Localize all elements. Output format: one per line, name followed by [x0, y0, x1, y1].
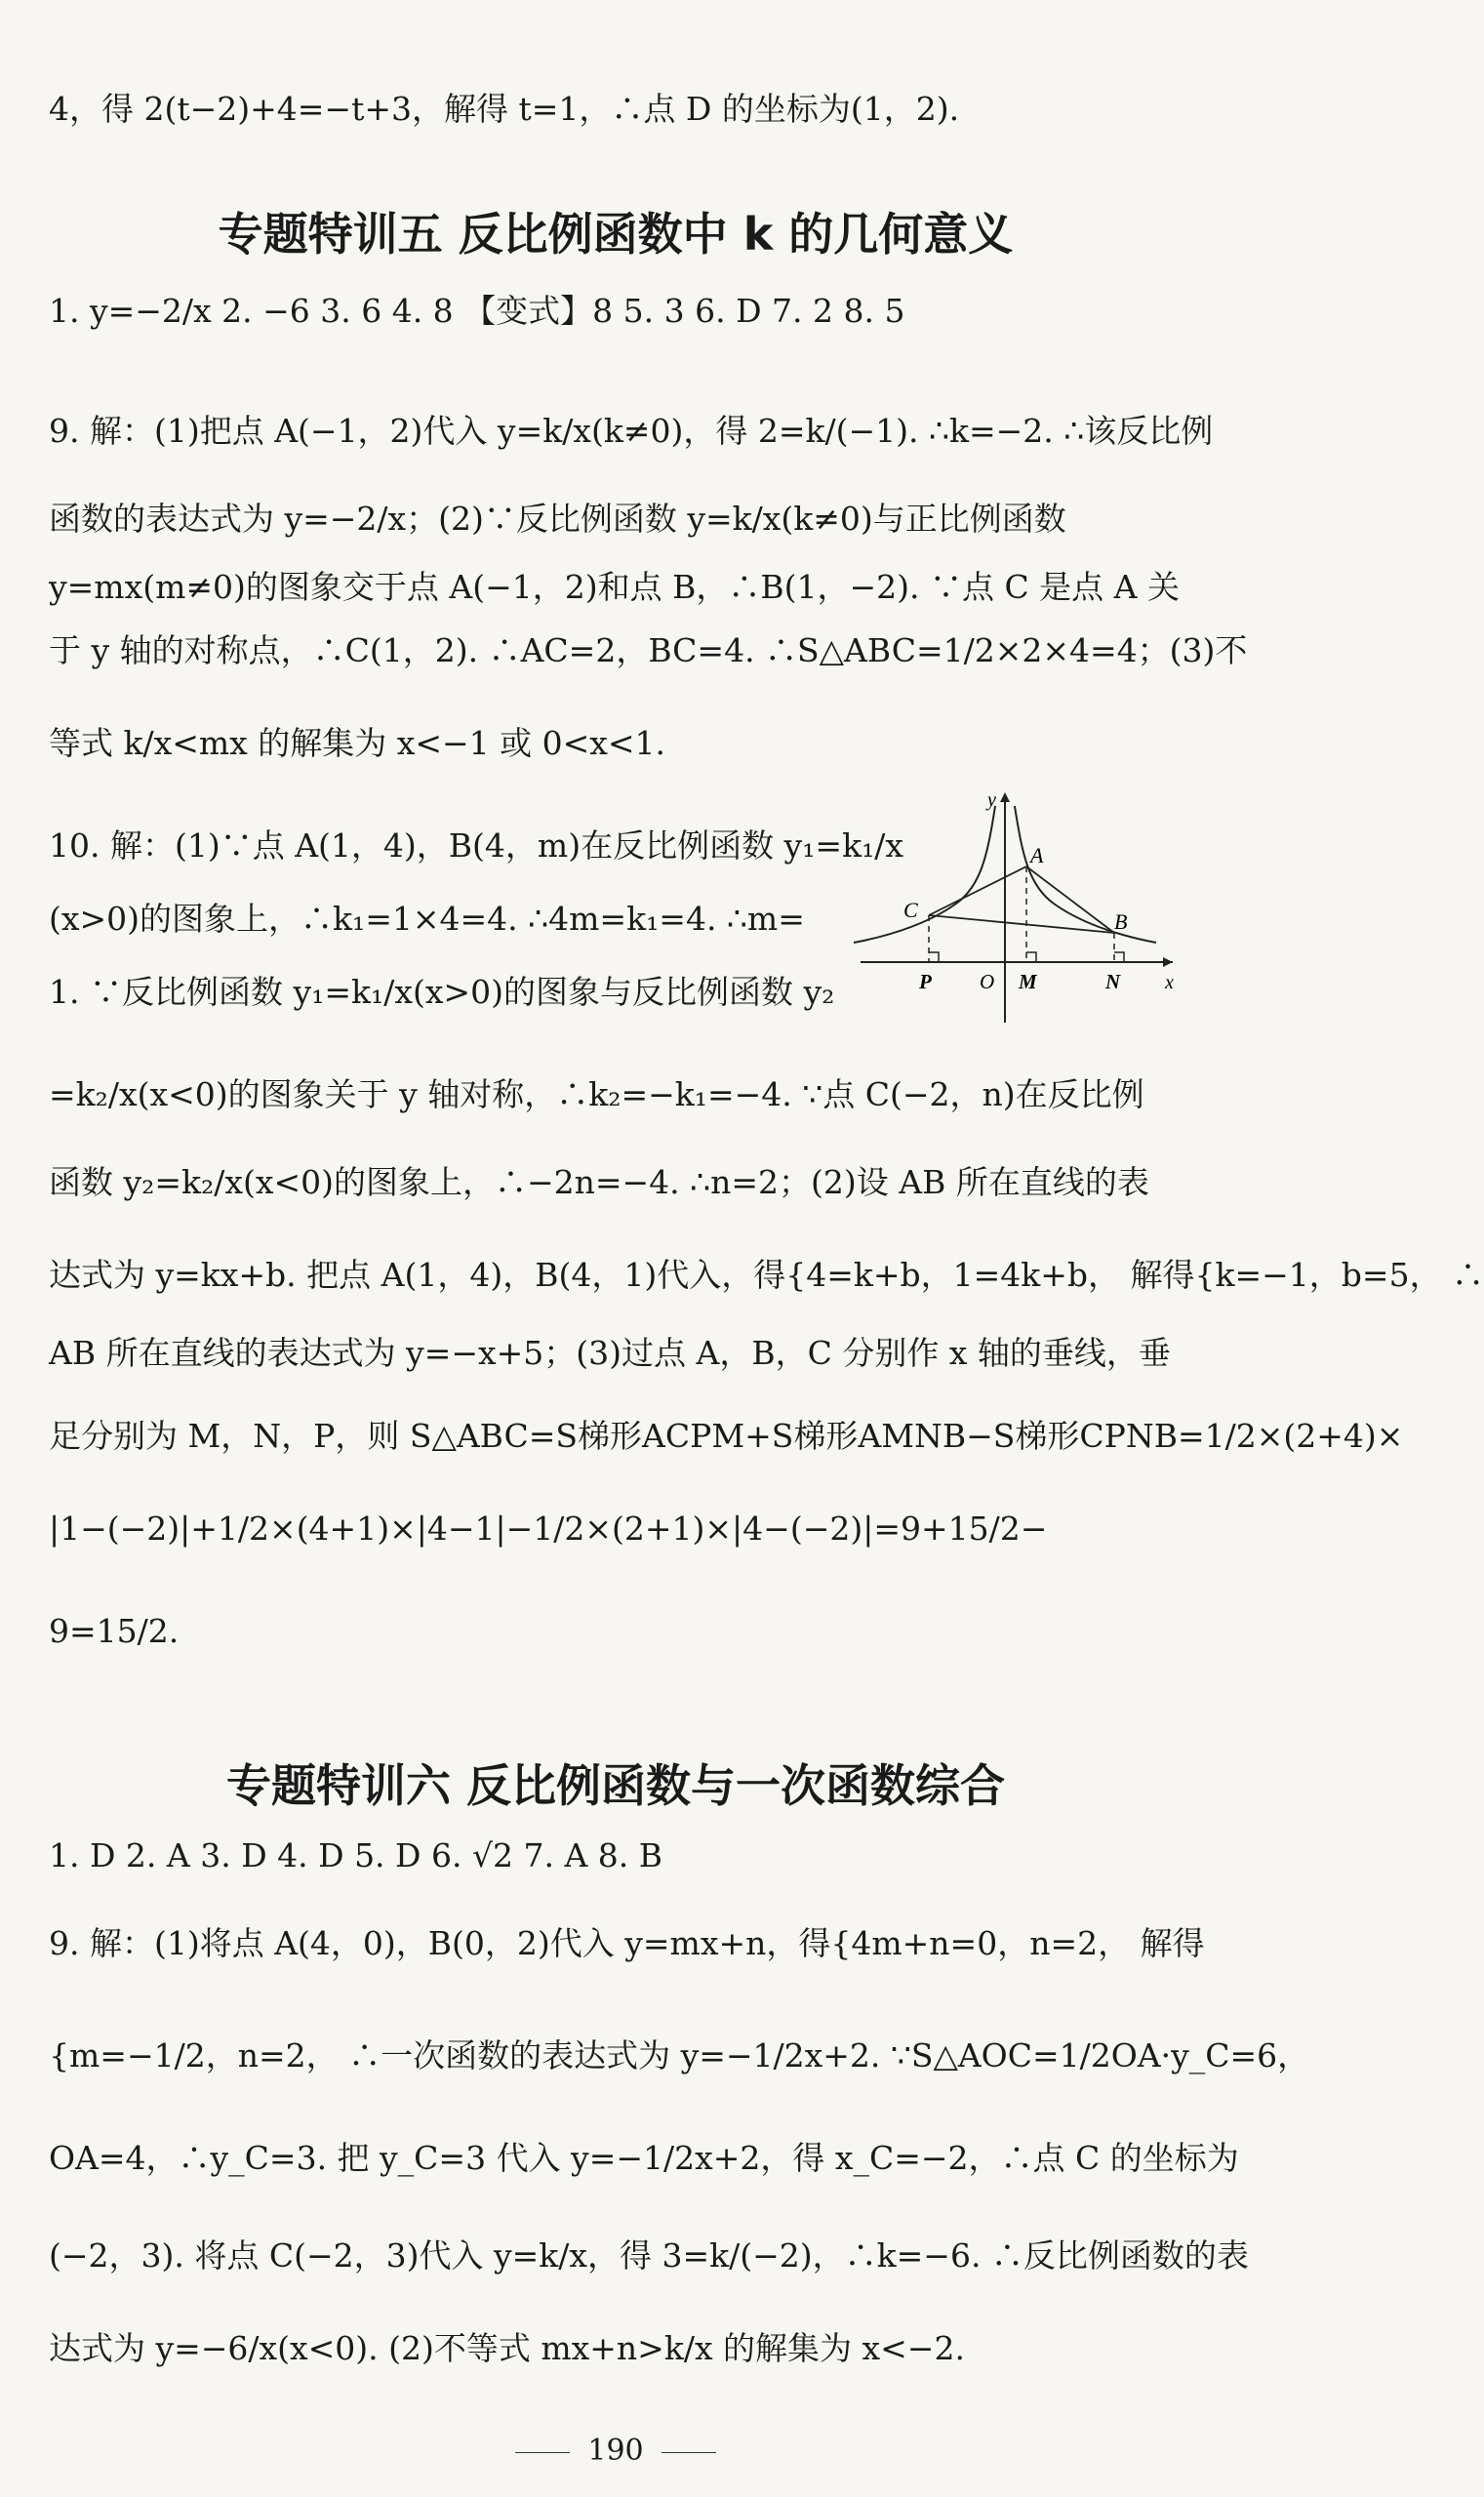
x-axis-arrow	[1163, 957, 1173, 967]
text-line: 4，得 2(t−2)+4=−t+3，解得 t=1，∴点 D 的坐标为(1，2).	[49, 90, 960, 128]
solution-line: OA=4，∴y_C=3. 把 y_C=3 代入 y=−1/2x+2，得 x_C=−2，∴点 C 的坐标为	[49, 2139, 1239, 2177]
label-a: A	[1030, 843, 1044, 867]
solution-line: 函数 y₂=k₂/x(x<0)的图象上，∴−2n=−4. ∴n=2；(2)设 AB 所在直线的表	[49, 1163, 1149, 1201]
function-graph	[859, 788, 1181, 1027]
section-title-5: 专题特训五 反比例函数中 k 的几何意义	[218, 208, 1014, 261]
section-title-6: 专题特训六 反比例函数与一次函数综合	[225, 1759, 1005, 1812]
segment-cb	[929, 915, 1114, 933]
footer-dash-left	[515, 2452, 570, 2453]
label-x: x	[1165, 972, 1174, 993]
segment-ab	[1026, 866, 1114, 933]
solution-line: 9. 解：(1)将点 A(4，0)，B(0，2)代入 y=mx+n，得{4m+n=0，n=2， 解得	[49, 1924, 1205, 1962]
label-c: C	[903, 898, 918, 922]
label-y: y	[987, 789, 996, 811]
y-axis-arrow	[1000, 792, 1010, 802]
right-angle-p	[929, 952, 939, 962]
label-n: N	[1105, 970, 1121, 993]
label-b: B	[1114, 909, 1128, 934]
solution-line: 10. 解：(1)∵点 A(1，4)，B(4，m)在反比例函数 y₁=k₁/x	[49, 826, 904, 865]
solution-line: 1. ∵反比例函数 y₁=k₁/x(x>0)的图象与反比例函数 y₂	[49, 973, 835, 1011]
solution-line: AB 所在直线的表达式为 y=−x+5；(3)过点 A，B，C 分别作 x 轴的垂线，垂	[49, 1334, 1171, 1372]
solution-line: =k₂/x(x<0)的图象关于 y 轴对称，∴k₂=−k₁=−4. ∵点 C(−2，n)在反比例	[49, 1075, 1144, 1113]
solution-line: 于 y 轴的对称点，∴C(1，2). ∴AC=2，BC=4. ∴S△ABC=1/2×2×4=4；(3)不	[49, 631, 1248, 669]
solution-line: 达式为 y=−6/x(x<0). (2)不等式 mx+n>k/x 的解集为 x<−2.	[49, 2329, 965, 2367]
label-p: P	[919, 970, 932, 993]
page-footer	[0, 2432, 1231, 2471]
solution-line: 9. 解：(1)把点 A(−1，2)代入 y=k/x(k≠0)，得 2=k/(−1). ∴k=−2. ∴该反比例	[49, 412, 1214, 450]
solution-line: {m=−1/2，n=2， ∴一次函数的表达式为 y=−1/2x+2. ∵S△AOC=1/2OA·y_C=6，	[49, 2036, 1310, 2074]
page-number: 190	[587, 2434, 644, 2468]
solution-line: (−2，3). 将点 C(−2，3)代入 y=k/x，得 3=k/(−2)，∴k=−6. ∴反比例函数的表	[49, 2236, 1249, 2275]
curve-y2	[854, 806, 995, 943]
solution-line: 9=15/2.	[49, 1612, 180, 1650]
solution-line: 达式为 y=kx+b. 把点 A(1，4)，B(4，1)代入，得{4=k+b，1=4k+b， 解得{k=−1，b=5， ∴	[49, 1256, 1484, 1294]
label-o: O	[980, 970, 995, 993]
segment-ac	[929, 866, 1026, 915]
footer-dash-right	[662, 2452, 716, 2453]
label-m: M	[1019, 970, 1037, 993]
solution-line: 等式 k/x<mx 的解集为 x<−1 或 0<x<1.	[49, 724, 666, 762]
solution-line: |1−(−2)|+1/2×(4+1)×|4−1|−1/2×(2+1)×|4−(−2)|=9+15/2−	[49, 1510, 1048, 1548]
right-angle-m	[1026, 952, 1036, 962]
right-angle-n	[1114, 952, 1124, 962]
solution-line: (x>0)的图象上，∴k₁=1×4=4. ∴4m=k₁=4. ∴m=	[49, 900, 805, 938]
solution-line: 足分别为 M，N，P，则 S△ABC=S梯形ACPM+S梯形AMNB−S梯形CPNB=1/2×(2+4)×	[49, 1417, 1404, 1455]
answer-line: 1. y=−2/x 2. −6 3. 6 4. 8 【变式】8 5. 3 6. D 7. 2 8. 5	[49, 292, 905, 330]
answer-line: 1. D 2. A 3. D 4. D 5. D 6. √2 7. A 8. B	[49, 1836, 662, 1874]
solution-line: 函数的表达式为 y=−2/x；(2)∵反比例函数 y=k/x(k≠0)与正比例函数	[49, 500, 1066, 538]
solution-line: y=mx(m≠0)的图象交于点 A(−1，2)和点 B，∴B(1，−2). ∵点 C 是点 A 关	[49, 568, 1180, 606]
